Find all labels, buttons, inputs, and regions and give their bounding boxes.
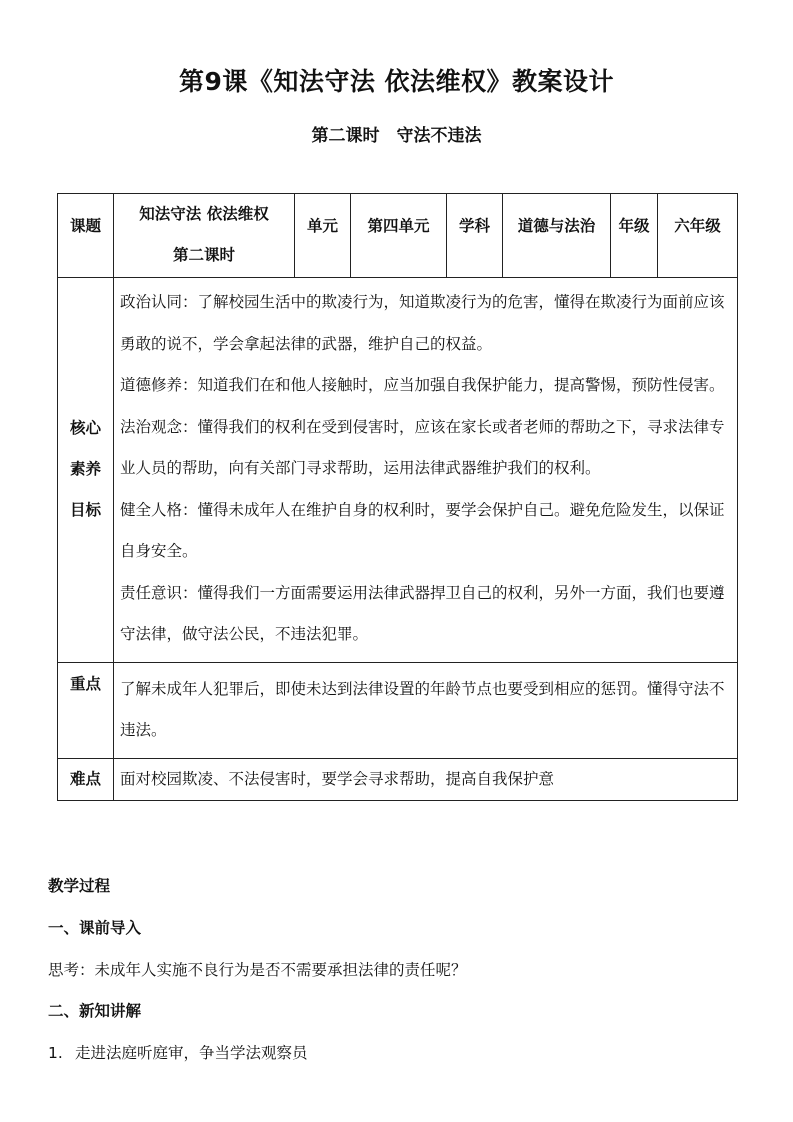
grade-label: 年级 [611,194,658,278]
document-title: 第9课《知法守法 依法维权》教案设计 [178,67,615,96]
table-header-row [58,194,738,278]
unit-value: 第四单元 [351,194,447,278]
section2-title: 二、新知讲解 [48,1002,142,1020]
topic-value-line2: 第二课时 [172,246,235,264]
list-item-text: 走进法庭听庭审，争当学法观察员 [75,1044,308,1062]
core-goals-label [58,278,114,663]
teaching-process-title: 教学过程 [48,877,111,895]
document-subtitle: 第二课时 守法不违法 [311,126,482,146]
topic-value [114,194,295,278]
core-goals-label-line2: 素养 [69,460,101,479]
think-question: 思考：未成年人实施不良行为是否不需要承担法律的责任呢？ [48,961,467,979]
key-point-content [114,662,738,758]
difficulty-text: 面对校园欺凌、不法侵害时，要学会寻求帮助，提高自我保护意 [120,769,555,788]
goal-sound-personality: 健全人格：懂得未成年人在维护自身的权利时，要学会保护自己。避免危险发生，以保证自身安全。 [120,500,725,560]
goal-responsibility: 责任意识：懂得我们一方面需要运用法律武器捍卫自己的权利，另外一方面，我们也要遵守法律，做守法公民，不违法犯罪。 [120,583,725,643]
difficulty-content [114,758,738,801]
core-goals-label-line3: 目标 [69,501,101,520]
list-item-number: 1. [48,1044,63,1062]
topic-value-line1: 知法守法 依法维权 [139,205,269,223]
subject-value: 道德与法治 [503,194,611,278]
lesson-plan-table [57,193,738,801]
topic-label: 课题 [58,194,114,278]
key-point-label: 重点 [58,662,114,758]
subject-label: 学科 [447,194,503,278]
unit-label: 单元 [295,194,351,278]
difficulty-row [58,758,738,801]
section1-title: 一、课前导入 [48,919,142,937]
core-goals-label-line1: 核心 [69,419,101,438]
list-item [48,1041,308,1063]
key-point-row [58,662,738,758]
core-goals-content [114,278,738,663]
goal-rule-of-law: 法治观念：懂得我们的权利在受到侵害时，应该在家长或者老师的帮助之下，寻求法律专业人员的帮助，向有关部门寻求帮助，运用法律武器维护我们的权利。 [120,417,725,477]
goal-political-identity: 政治认同：了解校园生活中的欺凌行为，知道欺凌行为的危害，懂得在欺凌行为面前应该勇敢的说不，学会拿起法律的武器，维护自己的权益。 [120,293,725,353]
key-point-text: 了解未成年人犯罪后，即使未达到法律设置的年龄节点也要受到相应的惩罚。懂得守法不违法。 [120,679,725,739]
grade-value: 六年级 [658,194,738,278]
core-goals-row [58,278,738,663]
difficulty-label: 难点 [58,758,114,801]
goal-moral-cultivation: 道德修养：知道我们在和他人接触时，应当加强自我保护能力，提高警惕，预防性侵害。 [120,376,725,394]
